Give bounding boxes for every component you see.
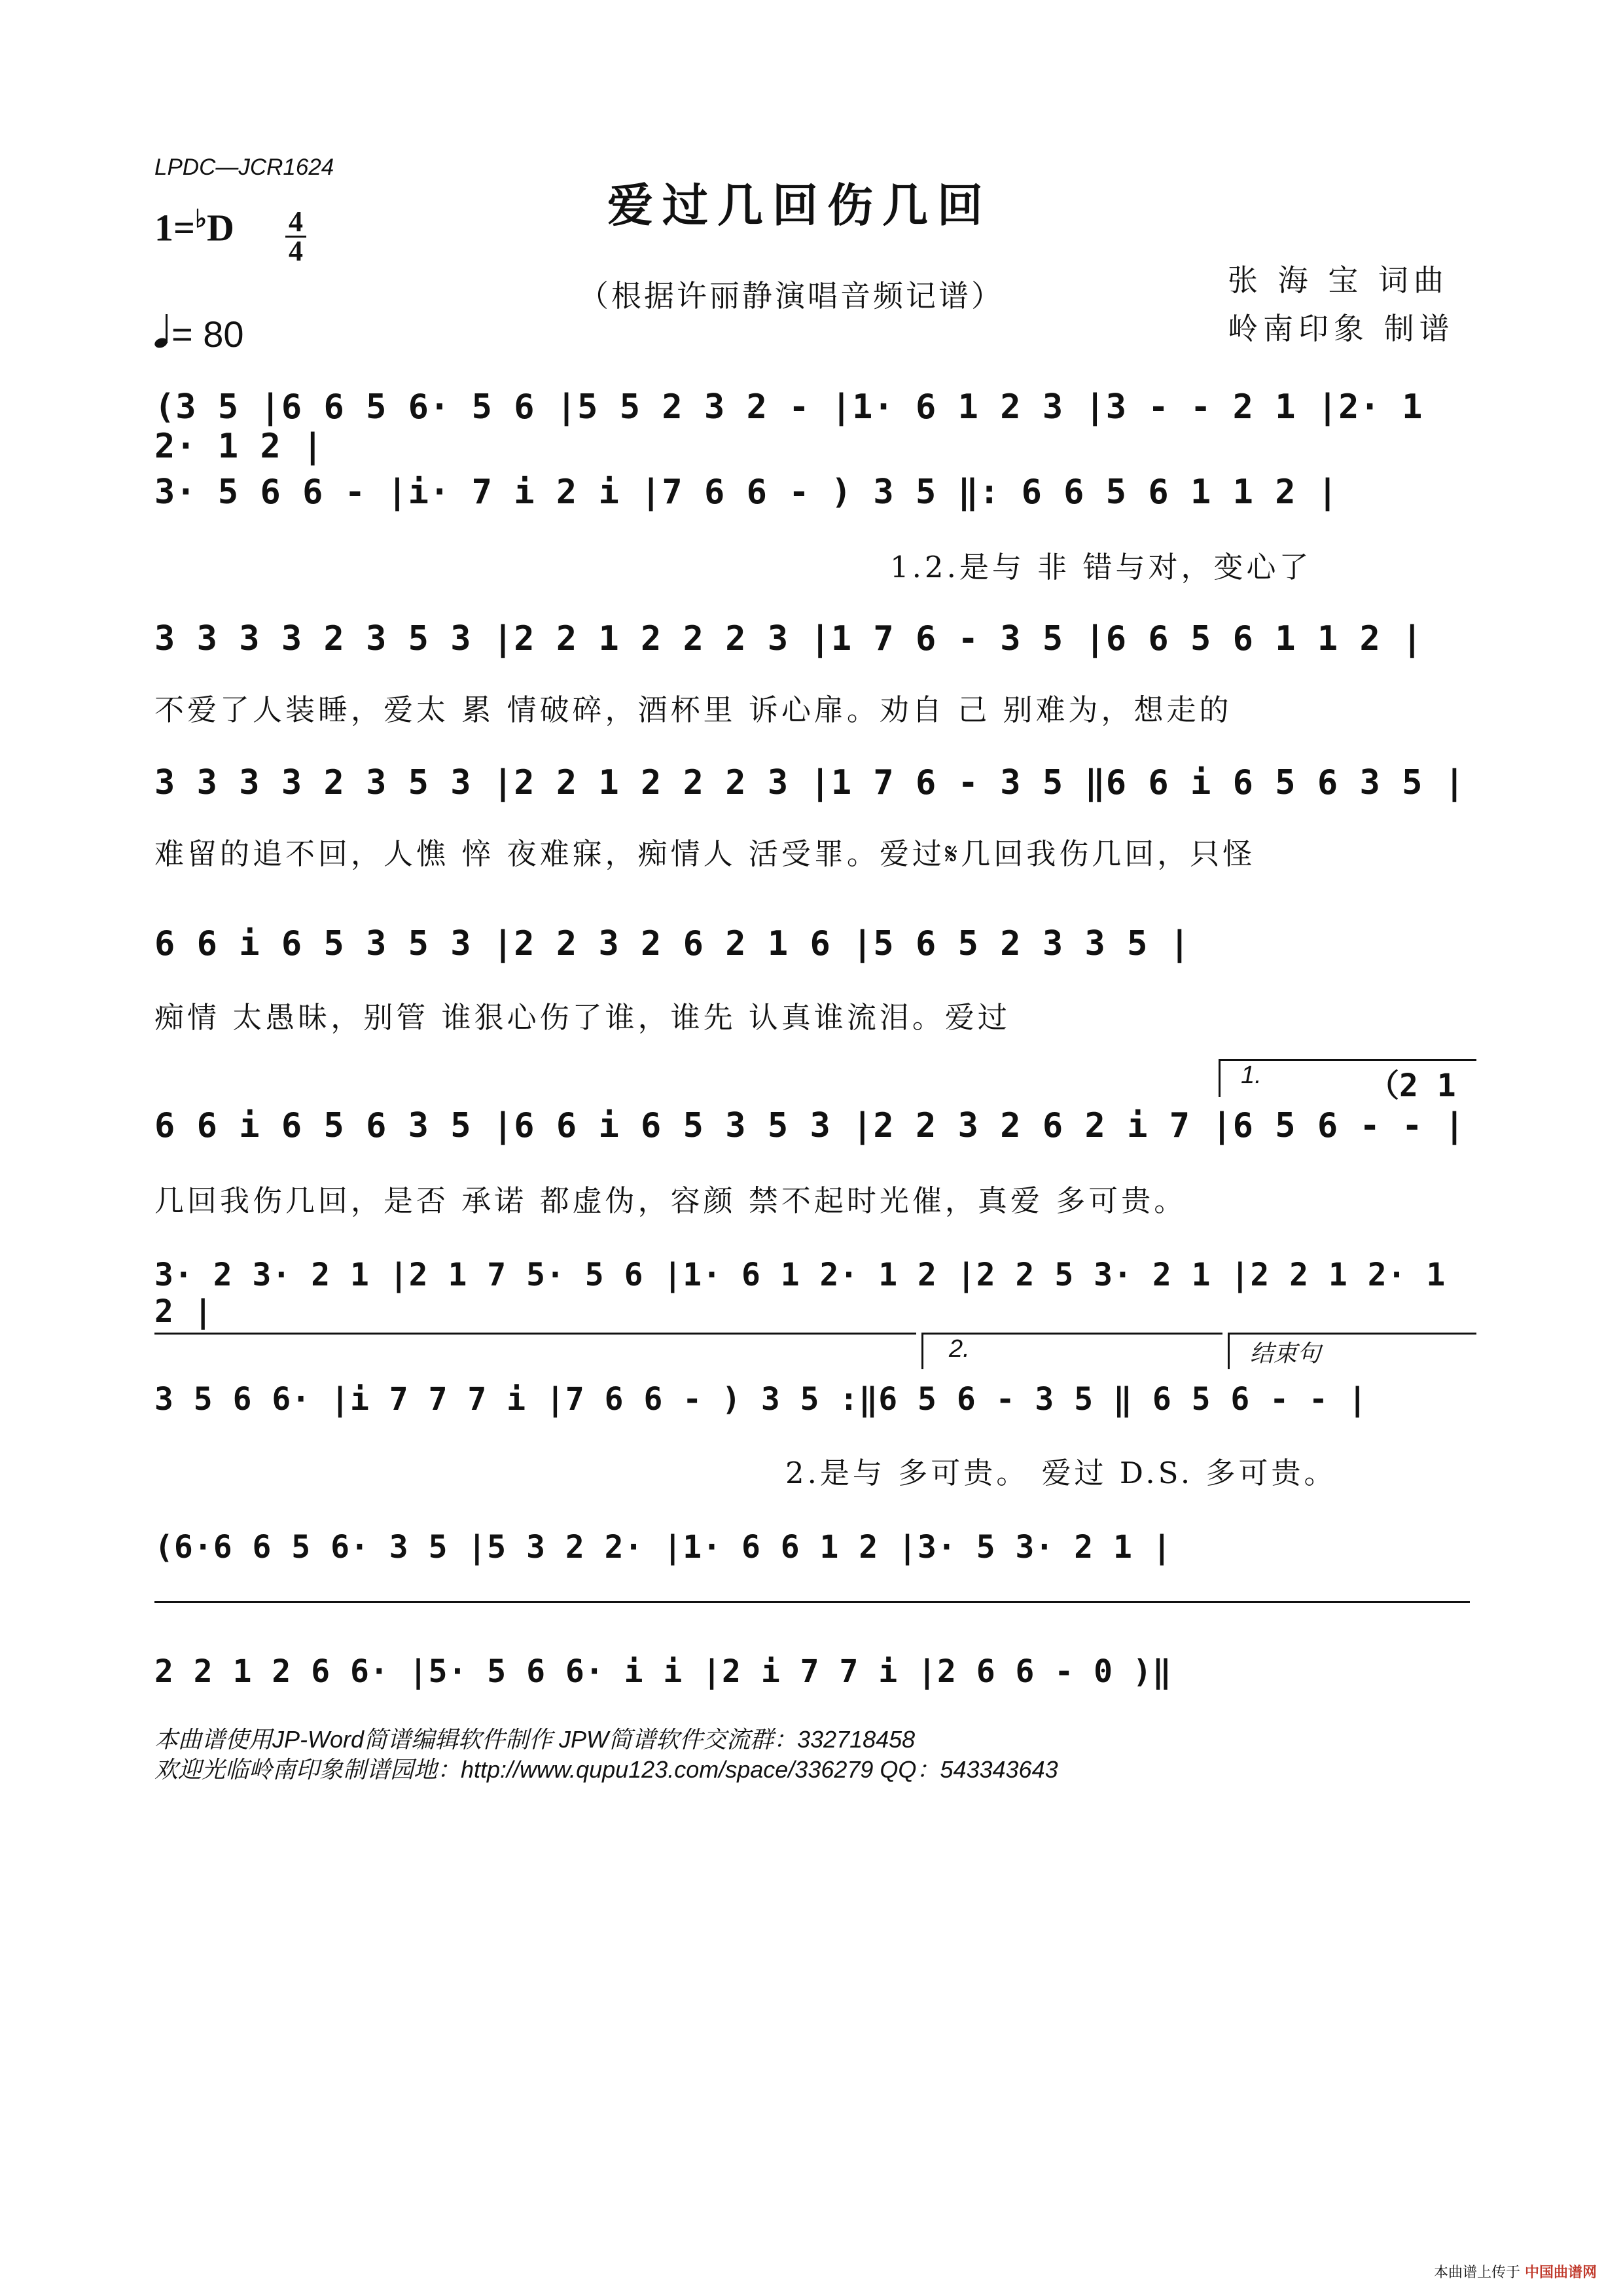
footer-line-1: 本曲谱使用JP-Word简谱编辑软件制作 JPW简谱软件交流群：332718458	[154, 1726, 916, 1753]
second-ending-bracket-side	[921, 1333, 923, 1369]
time-top: 4	[289, 206, 303, 238]
lyric-line-3: 难留的追不回，人憔 悴 夜难寐，痴情人 活受罪。爱过𝄋几回我伤几回，只怪	[154, 836, 1256, 871]
lyric-line-5: 几回我伤几回，是否 承诺 都虚伪，容颜 禁不起时光催，真爱 多可贵。	[154, 1183, 1187, 1218]
outro-bracket	[154, 1601, 1470, 1603]
score-line-9: (6·6 6 5 6· 3 5 |5 3 2 2· |1· 6 6 1 2 |3· 5 3· 2 1 |	[154, 1529, 1172, 1566]
first-ending-bracket-side	[1219, 1059, 1221, 1097]
upload-notice	[1434, 2261, 1597, 2282]
tempo-value: = 80	[171, 314, 244, 355]
lyric-line-6: 2.是与 多可贵。 爱过 D.S. 多可贵。	[785, 1456, 1337, 1490]
lyric-line-4: 痴情 太愚昧，别管 谁狠心伤了谁，谁先 认真谁流泪。爱过	[154, 1000, 1010, 1035]
tempo-mark	[154, 313, 244, 355]
lyric-line-2: 不爱了人装睡，爱太 累 情破碎，酒杯里 诉心扉。劝自 己 别难为，想走的	[154, 692, 1232, 727]
score-line-8: 3 5 6 6· |i 7 7 7 i |7 6 6 - ) 3 5 :‖6 5 6 - 3 5 ‖ 6 5 6 - - |	[154, 1381, 1368, 1418]
coda-bracket	[1228, 1333, 1476, 1335]
score-line-10: 2 2 1 2 6 6· |5· 5 6 6· i i |2 i 7 7 i |2 6 6 - 0 )‖	[154, 1653, 1172, 1690]
footer-line-2: 欢迎光临岭南印象制谱园地：http://www.qupu123.com/space/336279 QQ：543343643	[154, 1756, 1058, 1783]
key-prefix: 1=	[154, 206, 196, 249]
time-bottom: 4	[289, 235, 303, 267]
second-ending-bracket	[921, 1333, 1222, 1335]
score-line-4: 3 3 3 3 2 3 5 3 |2 2 1 2 2 2 3 |1 7 6 - 3 5 ‖6 6 i 6 5 6 3 5 |	[154, 763, 1466, 802]
coda-bracket-side	[1228, 1333, 1230, 1369]
flat-sign: ♭	[195, 206, 207, 233]
song-title: 爱过几回伤几回	[607, 178, 992, 232]
arranger-credit: 岭南印象 制谱	[1228, 311, 1455, 346]
upload-site-logo: 中国曲谱网	[1524, 2265, 1597, 2281]
score-code: LPDC—JCR1624	[154, 154, 334, 180]
lyric-line-1: 1.2.是与 非 错与对，变心了	[890, 550, 1312, 584]
key-signature	[154, 204, 234, 249]
score-line-7: 3· 2 3· 2 1 |2 1 7 5· 5 6 |1· 6 1 2· 1 2 |2 2 5 3· 2 1 |2 2 1 2· 1 2 |	[154, 1257, 1446, 1330]
score-line-1: (3 5 |6 6 5 6· 5 6 |5 5 2 3 2 - |1· 6 1 2 3 |3 - - 2 1 |2· 1 2· 1 2 |	[154, 387, 1423, 466]
repeat-bracket	[154, 1333, 916, 1335]
score-line-5: 6 6 i 6 5 3 5 3 |2 2 3 2 6 2 1 6 |5 6 5 2 3 3 5 |	[154, 924, 1191, 963]
second-ending-label: 2.	[949, 1335, 970, 1363]
quarter-note-icon	[154, 313, 171, 350]
score-line-6: 6 6 i 6 5 6 3 5 |6 6 i 6 5 3 5 3 |2 2 3 2 6 2 i 7 |6 5 6 - - |	[154, 1106, 1466, 1145]
score-line-2: 3· 5 6 6 - |i· 7 i 2 i |7 6 6 - ) 3 5 ‖: 6 6 5 6 1 1 2 |	[154, 473, 1339, 512]
score-line-3: 3 3 3 3 2 3 5 3 |2 2 1 2 2 2 3 |1 7 6 - 3 5 |6 6 5 6 1 1 2 |	[154, 619, 1423, 658]
composer-credit: 张 海 宝 词曲	[1228, 262, 1449, 298]
song-subtitle: （根据许丽静演唱音频记谱）	[579, 278, 1004, 314]
first-ending-pickup: （2 1	[1368, 1067, 1456, 1104]
coda-label: 结束句	[1250, 1340, 1321, 1367]
upload-prefix: 本曲谱上传于	[1433, 2265, 1520, 2281]
key-note: D	[207, 206, 234, 249]
time-signature	[283, 208, 309, 265]
first-ending-label: 1.	[1241, 1062, 1262, 1089]
